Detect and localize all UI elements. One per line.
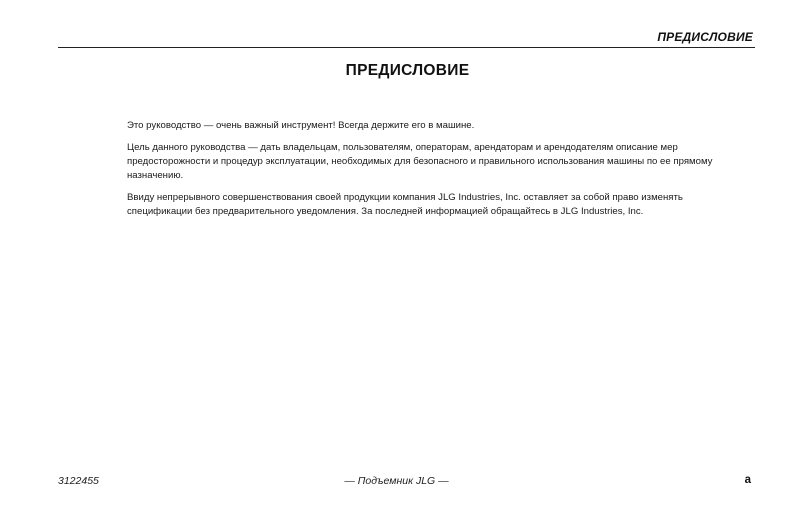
header-divider (58, 47, 755, 48)
footer-page-label: a (744, 474, 751, 486)
paragraph-specifications: Ввиду непрерывного совершенствования своей продукции компания JLG Industries, Inc. оставляет за собой право изменять спецификации без предварительного уведомления. За последней информацией обращайтесь в JLG Industries, Inc. (127, 192, 683, 217)
paragraph-purpose: Цель данного руководства — дать владельцам, пользователям, операторам, арендаторам и арендодателям описание мер предосторожности и процедур эксплуатации, необходимых для безопасного и правильного использования машины по ее прямому назначению. (127, 142, 713, 181)
page-title: ПРЕДИСЛОВИЕ (345, 62, 470, 79)
body-text (127, 119, 722, 227)
paragraph-importance: Это руководство — очень важный инструмент! Всегда держите его в машине. (127, 120, 475, 131)
footer-center-text: — Подъемник JLG — (344, 475, 449, 487)
footer-doc-number: 3122455 (58, 475, 99, 487)
running-header-title: ПРЕДИСЛОВИЕ (657, 30, 753, 44)
